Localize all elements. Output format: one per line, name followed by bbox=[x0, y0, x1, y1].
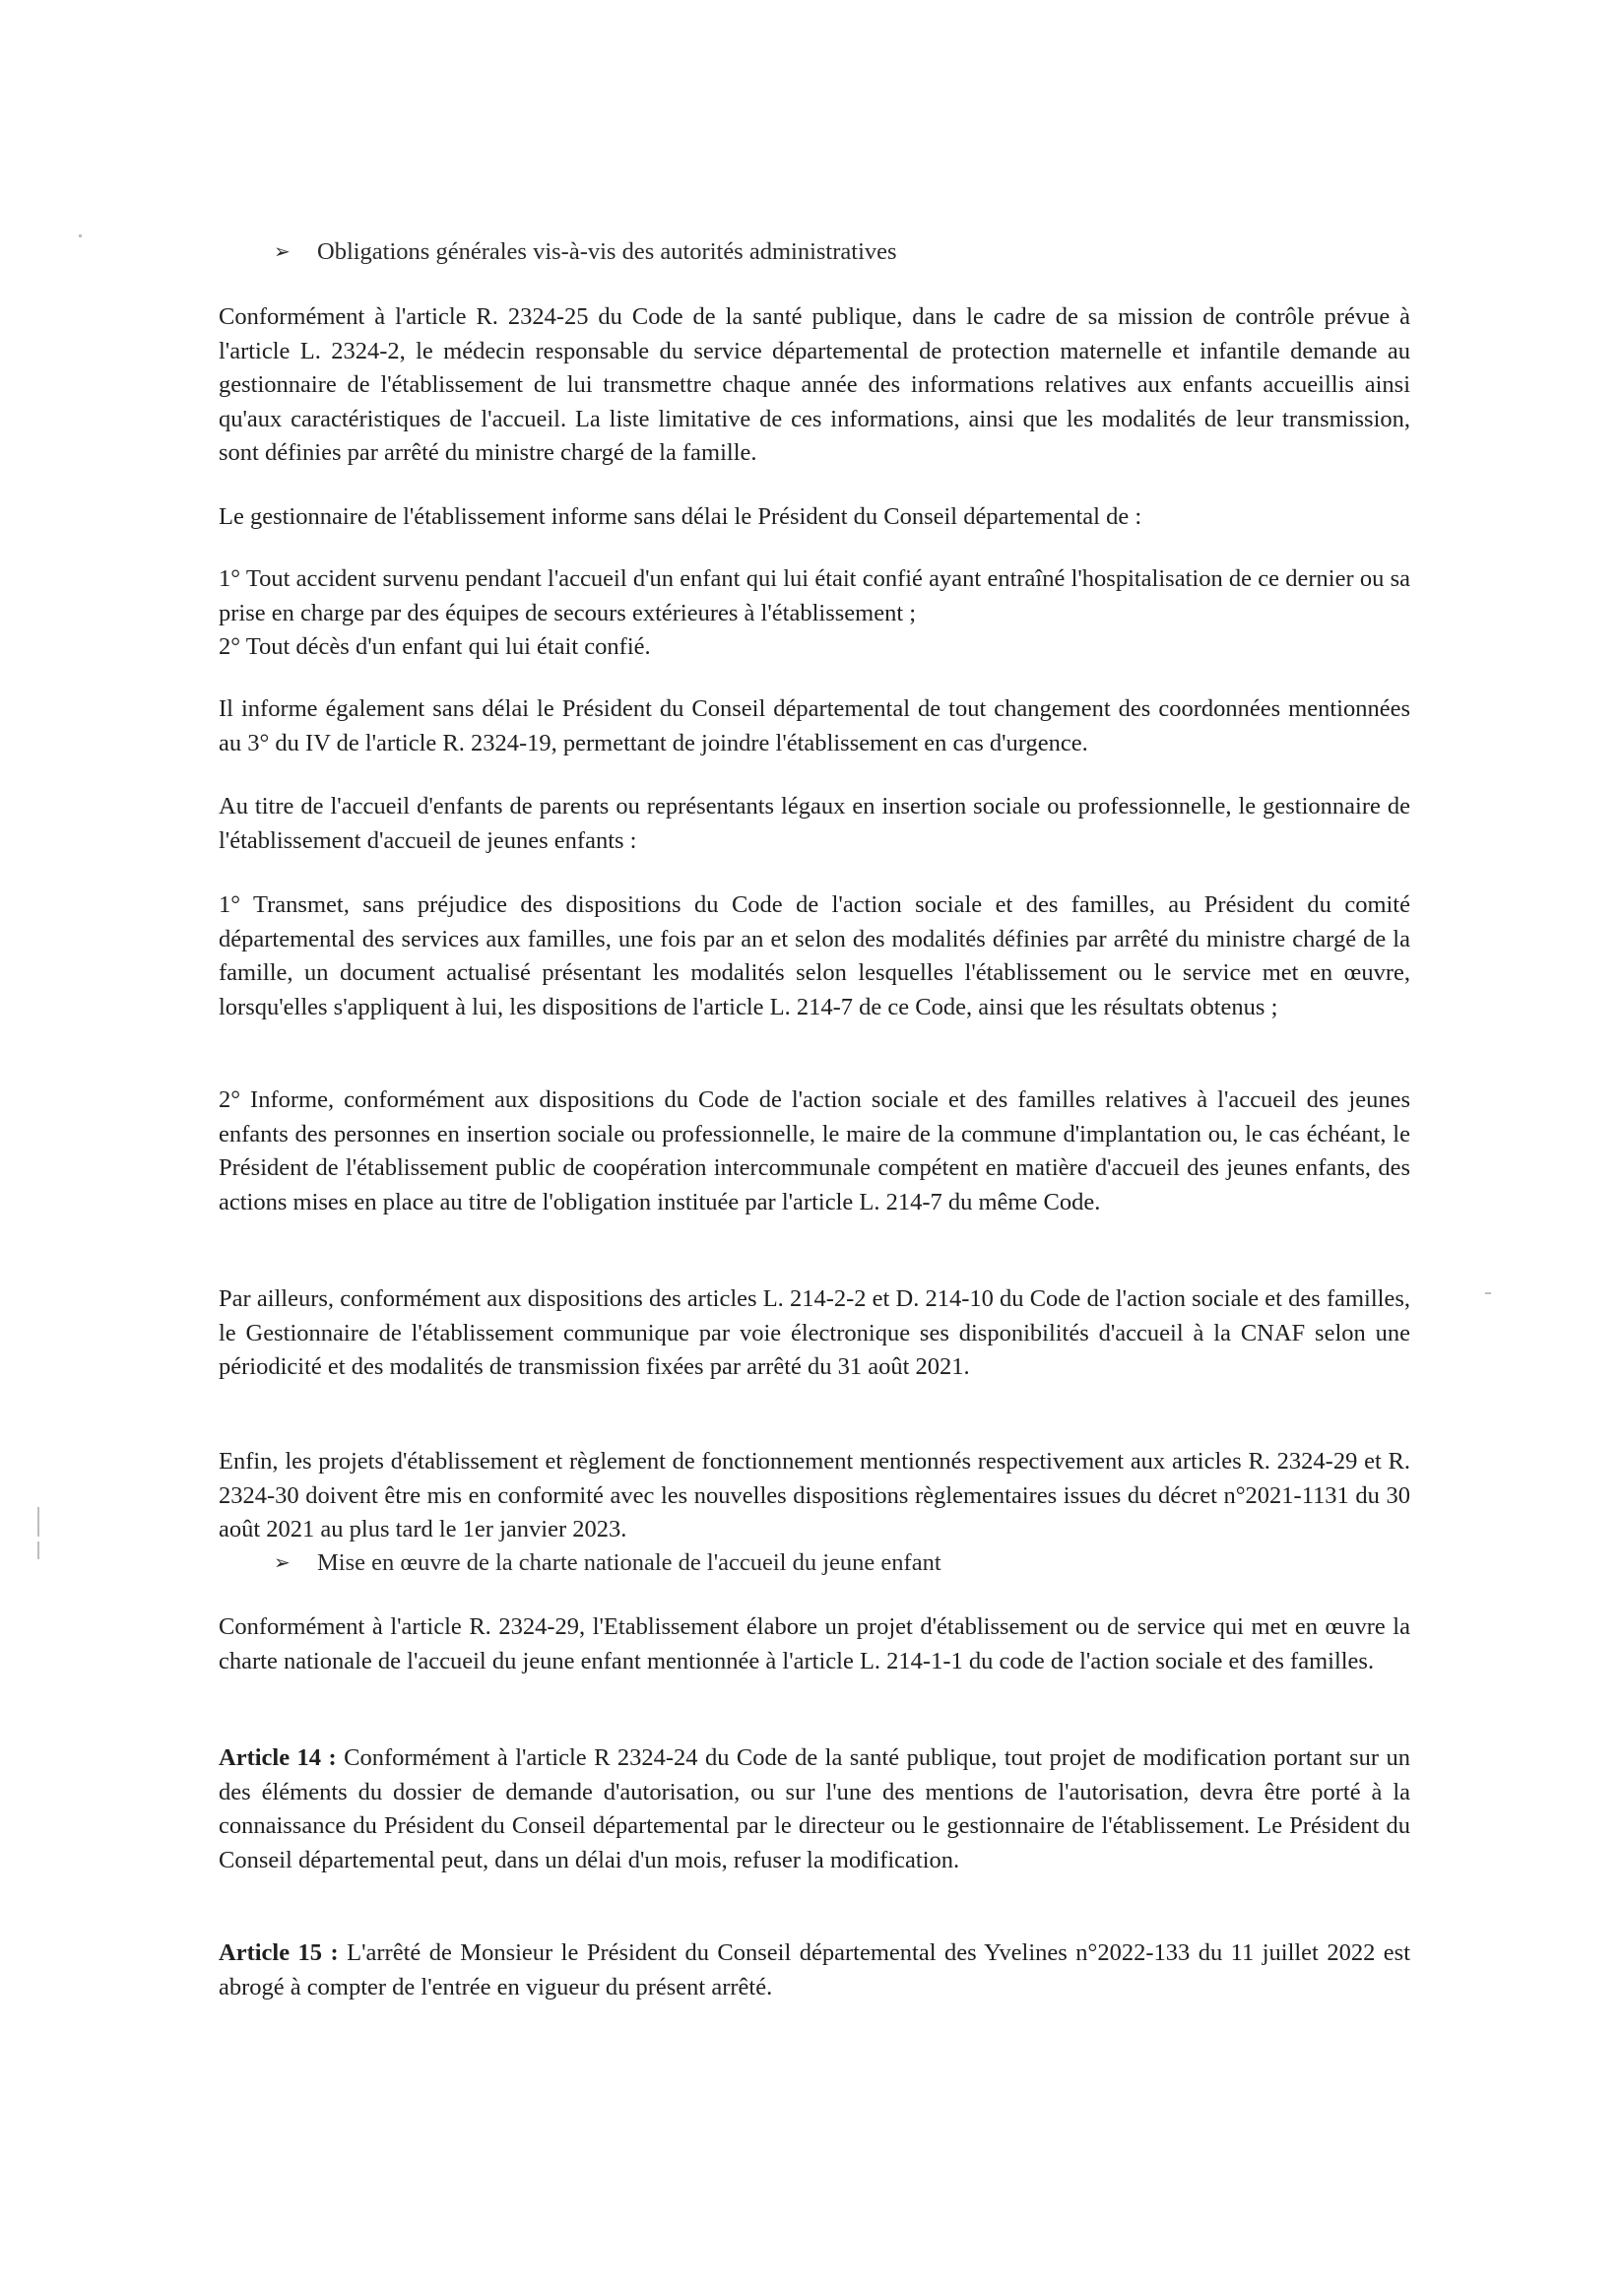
scan-mark bbox=[37, 1507, 39, 1537]
paragraph: 1° Tout accident survenu pendant l'accueil d'un enfant qui lui était confié ayant entraîné l'hospitalisation de ce dernier ou sa prise en charge par des équipes de secours extérieures à l'établissement ; bbox=[219, 565, 1410, 626]
paragraph: Au titre de l'accueil d'enfants de parents ou représentants légaux en insertion sociale ou professionnelle, le gestionnaire de l'établissement d'accueil de jeunes enfants : bbox=[219, 793, 1410, 854]
article-label: Article 15 : bbox=[219, 1939, 339, 1966]
heading-text: Mise en œuvre de la charte nationale de l'accueil du jeune enfant bbox=[317, 1549, 941, 1576]
scan-mark bbox=[1485, 1292, 1491, 1294]
article-text: L'arrêté de Monsieur le Président du Conseil départemental des Yvelines n°2022-133 du 11 juillet 2022 est abrogé à compter de l'entrée en vigueur du présent arrêté. bbox=[219, 1939, 1410, 2001]
paragraph: Le gestionnaire de l'établissement informe sans délai le Président du Conseil départemental de : bbox=[219, 503, 1142, 530]
paragraph: 1° Transmet, sans préjudice des dispositions du Code de l'action sociale et des familles, au Président du comité départemental des services aux familles, une fois par an et selon des modalités définies par arrêté du ministre chargé de la famille, un document actualisé présentant les modalités selon lesquelles l'établissement ou le service met en œuvre, lorsqu'elles s'appliquent à lui, les dispositions de l'article L. 214-7 de ce Code, ainsi que les résultats obtenus ; bbox=[219, 891, 1410, 1020]
paragraph: 2° Informe, conformément aux dispositions du Code de l'action sociale et des familles relatives à l'accueil des jeunes enfants des personnes en insertion sociale ou professionnelle, le maire de la commune d'implantation ou, le cas échéant, le Président de l'établissement public de coopération intercommunale compétent en matière d'accueil des jeunes enfants, des actions mises en place au titre de l'obligation instituée par l'article L. 214-7 du même Code. bbox=[219, 1086, 1410, 1215]
section-heading-obligations bbox=[274, 235, 897, 269]
article-text: Conformément à l'article R 2324-24 du Code de la santé publique, tout projet de modification portant sur un des éléments du dossier de demande d'autorisation, ou sur l'une des mentions de l'autorisation, devra être porté à la connaissance du Président du Conseil départemental par le directeur ou le gestionnaire de l'établissement. Le Président du Conseil départemental peut, dans un délai d'un mois, refuser la modification. bbox=[219, 1744, 1411, 1873]
paragraph: Conformément à l'article R. 2324-25 du Code de la santé publique, dans le cadre de sa mission de contrôle prévue à l'article L. 2324-2, le médecin responsable du service départemental de protection maternelle et infantile demande au gestionnaire de l'établissement de lui transmettre chaque année des informations relatives aux enfants accueillis ainsi qu'aux caractéristiques de l'accueil. La liste limitative de ces informations, ainsi que les modalités de leur transmission, sont définies par arrêté du ministre chargé de la famille. bbox=[219, 303, 1410, 467]
scan-mark bbox=[37, 1542, 39, 1559]
article-14 bbox=[219, 1741, 1410, 1877]
arrow-bullet-icon: ➢ bbox=[274, 1552, 291, 1574]
article-label: Article 14 : bbox=[219, 1744, 337, 1771]
paragraph: 2° Tout décès d'un enfant qui lui était confié. bbox=[219, 633, 651, 660]
heading-text: Obligations générales vis-à-vis des autorités administratives bbox=[317, 238, 897, 265]
article-15 bbox=[219, 1936, 1410, 2004]
section-heading-charte bbox=[274, 1546, 941, 1580]
paragraph: Enfin, les projets d'établissement et règlement de fonctionnement mentionnés respectivement aux articles R. 2324-29 et R. 2324-30 doivent être mis en conformité avec les nouvelles dispositions règlementaires issues du décret n°2021-1131 du 30 août 2021 au plus tard le 1er janvier 2023. bbox=[219, 1448, 1410, 1543]
scan-mark bbox=[79, 234, 82, 237]
arrow-bullet-icon: ➢ bbox=[274, 241, 291, 263]
paragraph: Par ailleurs, conformément aux dispositions des articles L. 214-2-2 et D. 214-10 du Code de l'action sociale et des familles, le Gestionnaire de l'établissement communique par voie électronique ses disponibilités d'accueil à la CNAF selon une périodicité et des modalités de transmission fixées par arrêté du 31 août 2021. bbox=[219, 1285, 1410, 1381]
paragraph: Conformément à l'article R. 2324-29, l'Etablissement élabore un projet d'établissement ou de service qui met en œuvre la charte nationale de l'accueil du jeune enfant mentionnée à l'article L. 214-1-1 du code de l'action sociale et des familles. bbox=[219, 1613, 1410, 1674]
paragraph: Il informe également sans délai le Président du Conseil départemental de tout changement des coordonnées mentionnées au 3° du IV de l'article R. 2324-19, permettant de joindre l'établissement en cas d'urgence. bbox=[219, 695, 1410, 756]
